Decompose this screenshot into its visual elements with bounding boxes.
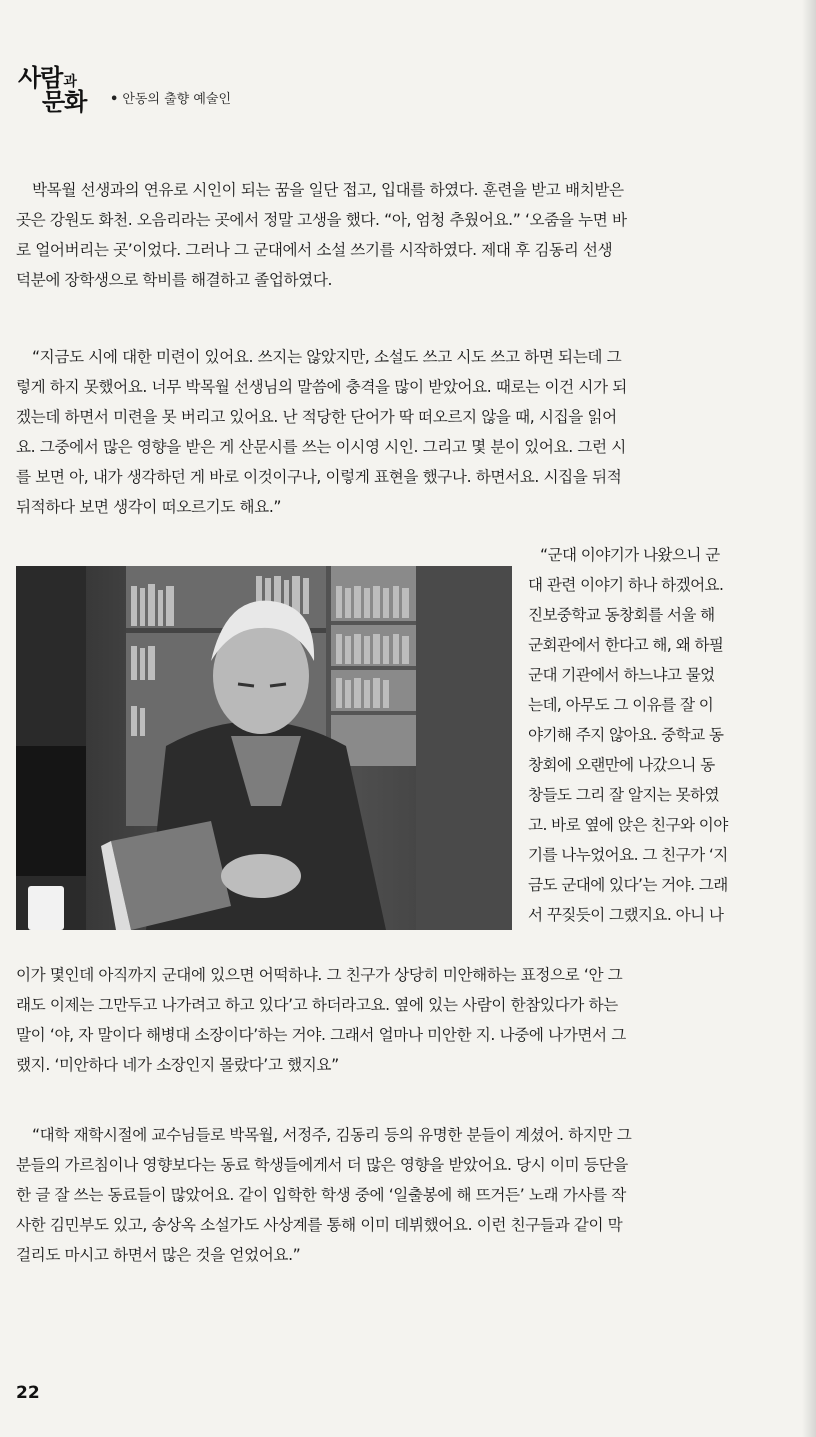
page-number: 22	[16, 1383, 40, 1403]
text-line: 걸리도 마시고 하면서 많은 것을 얻었어요.”	[16, 1246, 301, 1264]
brand-word-saram: 사람	[18, 64, 63, 92]
paragraph-2	[16, 342, 804, 522]
section-title	[110, 88, 231, 107]
paragraph-4	[16, 1120, 804, 1270]
text-line: 기를 나누었어요. 그 친구가 ‘지	[528, 846, 728, 864]
text-line: 박목월 선생과의 연유로 시인이 되는 꿈을 일단 접고, 입대를 하였다. 훈련을 받고 배치받은	[32, 181, 624, 199]
text-line: 창회에 오랜만에 나갔으니 동	[528, 756, 715, 774]
paragraph-1	[16, 175, 804, 295]
text-line: 대 관련 이야기 하나 하겠어요.	[528, 576, 724, 594]
page-edge-shadow	[802, 0, 816, 1437]
author-reading-photo	[16, 566, 512, 930]
chair	[16, 746, 86, 876]
text-line: 곳은 강원도 화천. 오음리라는 곳에서 정말 고생을 했다. “아, 엄청 추웠어요.” ‘오줌을 누면 바	[16, 211, 627, 229]
text-line: 렇게 하지 못했어요. 너무 박목월 선생님의 말씀에 충격을 많이 받았어요. 때로는 이건 시가 되	[16, 378, 627, 396]
text-line: 뒤적하다 보면 생각이 떠오르기도 해요.”	[16, 498, 282, 516]
text-line: 분들의 가르침이나 영향보다는 동료 학생들에게서 더 많은 영향을 받았어요. 당시 이미 등단을	[16, 1156, 628, 1174]
wooden-pillar	[416, 566, 512, 930]
magazine-brand-line2: 문화	[42, 88, 87, 116]
hands	[221, 854, 301, 898]
text-line: 랬지. ‘미안하다 네가 소장인지 몰랐다’고 했지요”	[16, 1056, 339, 1074]
text-line: 서 꾸짖듯이 그랬지요. 아니 나	[528, 906, 724, 924]
text-line: “대학 재학시절에 교수님들로 박목월, 서정주, 김동리 등의 유명한 분들이 계셨어. 하지만 그	[32, 1126, 632, 1144]
text-line: 사한 김민부도 있고, 송상옥 소설가도 사상계를 통해 이미 데뷔했어요. 이런 친구들과 같이 막	[16, 1216, 623, 1234]
section-title-text: 안동의 출향 예술인	[122, 92, 232, 107]
bullet-dot: •	[110, 92, 119, 107]
text-line: 창들도 그리 잘 알지는 못하였	[528, 786, 719, 804]
brand-word-gwa: 과	[63, 74, 76, 90]
text-line: 겠는데 하면서 미련을 못 버리고 있어요. 난 적당한 단어가 딱 떠오르지 않을 때, 시집을 읽어	[16, 408, 617, 426]
text-line: 이가 몇인데 아직까지 군대에 있으면 어떡하냐. 그 친구가 상당히 미안해하는 표정으로 ‘안 그	[16, 966, 623, 984]
photo-illustration	[16, 566, 512, 930]
text-line: 는데, 아무도 그 이유를 잘 이	[528, 696, 714, 714]
paragraph-3-continued	[16, 960, 804, 1080]
cup	[28, 886, 64, 930]
text-line: 로 얼어버리는 곳’이었다. 그러나 그 군대에서 소설 쓰기를 시작하였다. 제대 후 김동리 선생	[16, 241, 613, 259]
paragraph-3-side-column	[528, 540, 804, 930]
text-line: 고. 바로 옆에 앉은 친구와 이야	[528, 816, 728, 834]
text-line: 덕분에 장학생으로 학비를 해결하고 졸업하였다.	[16, 271, 333, 289]
text-line: 군대 기관에서 하느냐고 물었	[528, 666, 715, 684]
text-line: 한 글 잘 쓰는 동료들이 많았어요. 같이 입학한 학생 중에 ‘일출봉에 해 뜨거든’ 노래 가사를 작	[16, 1186, 626, 1204]
text-line: 금도 군대에 있다’는 거야. 그래	[528, 876, 728, 894]
page-header	[18, 58, 418, 116]
text-line: “군대 이야기가 나왔으니 군	[540, 546, 720, 564]
text-line: 군회관에서 한다고 해, 왜 하필	[528, 636, 724, 654]
text-line: 야기해 주지 않아요. 중학교 동	[528, 726, 724, 744]
text-line: “지금도 시에 대한 미련이 있어요. 쓰지는 않았지만, 소설도 쓰고 시도 쓰고 하면 되는데 그	[32, 348, 622, 366]
text-line: 말이 ‘야, 자 말이다 해병대 소장이다’하는 거야. 그래서 얼마나 미안한 지. 나중에 나가면서 그	[16, 1026, 626, 1044]
text-line: 요. 그중에서 많은 영향을 받은 게 산문시를 쓰는 이시영 시인. 그리고 몇 분이 있어요. 그런 시	[16, 438, 626, 456]
text-line: 진보중학교 동창회를 서울 해	[528, 606, 715, 624]
text-line: 를 보면 아, 내가 생각하던 게 바로 이것이구나, 이렇게 표현을 했구나. 하면서요. 시집을 뒤적	[16, 468, 622, 486]
text-line: 래도 이제는 그만두고 나가려고 하고 있다’고 하더라고요. 옆에 있는 사람이 한참있다가 하는	[16, 996, 618, 1014]
